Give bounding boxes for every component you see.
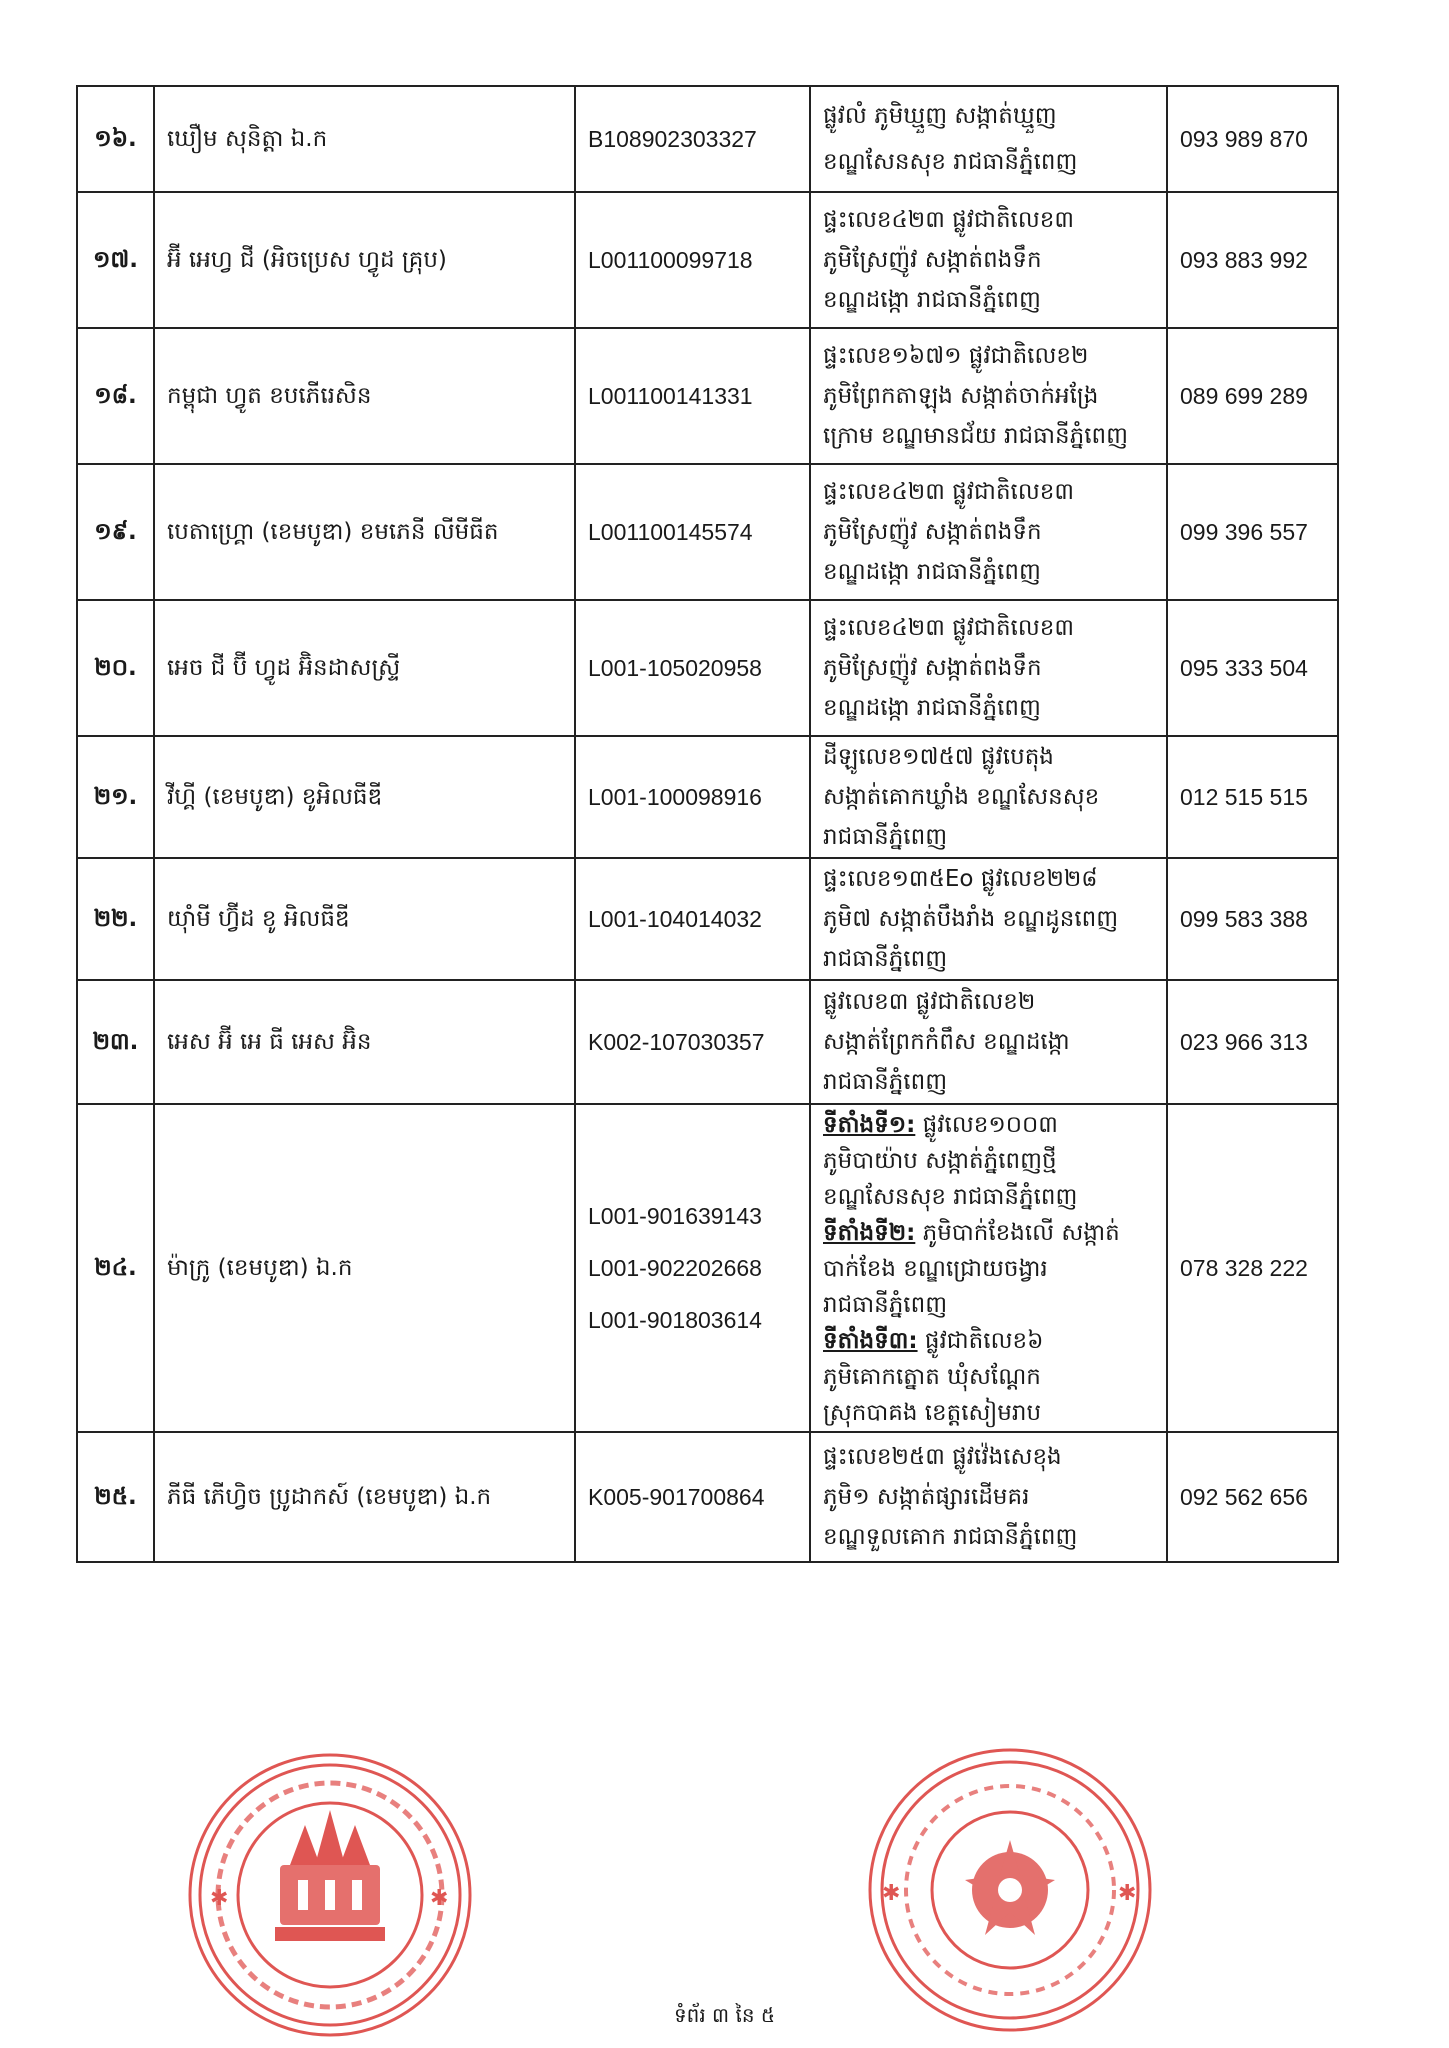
address-cell xyxy=(810,1104,1167,1432)
tax-id: L001100099718 xyxy=(588,247,753,273)
tax-id-cell xyxy=(575,736,810,858)
tax-id-cell xyxy=(575,464,810,600)
tax-id: L001-901803614 xyxy=(588,1307,762,1333)
address-line: ភូមិស្រែញ៉ូវ សង្កាត់ពងទឹក xyxy=(823,519,1042,545)
tax-id-cell xyxy=(575,600,810,736)
row-number: ២៣. xyxy=(77,980,154,1104)
company-name: អ៊ី អេហ្វ ជី (អិចប្រេស ហ្វូដ គ្រុប) xyxy=(154,192,575,328)
company-name: ភីធី ភើហ្វិច ប្រូដាកស៍ (ខេមបូឌា) ឯ.ក xyxy=(154,1432,575,1562)
address-line: ស្រុកបាគង ខេត្តសៀមរាប xyxy=(823,1400,1042,1426)
address-line: ភូមិស្រែញ៉ូវ សង្កាត់ពងទឹក xyxy=(823,247,1042,273)
address-line: ផ្ទះលេខ៤២៣ ផ្លូវជាតិលេខ៣ xyxy=(823,615,1075,641)
tax-id: L001-104014032 xyxy=(588,906,762,932)
svg-text:✱: ✱ xyxy=(882,1881,901,1906)
registration-table xyxy=(76,85,1339,1563)
table-row xyxy=(77,736,1338,858)
address-line: រាជធានីភ្នំពេញ xyxy=(823,946,948,972)
phone-number: 078 328 222 xyxy=(1167,1104,1338,1432)
tax-id: L001100145574 xyxy=(588,519,753,545)
company-name: អេស អ៊ី អេ ធី អេស អ៊ិន xyxy=(154,980,575,1104)
row-number: ១៧. xyxy=(77,192,154,328)
address-line: ផ្ទះលេខ១៦៧១ ផ្លូវជាតិលេខ២ xyxy=(823,343,1089,369)
address-line xyxy=(823,1107,1154,1143)
row-number: ២៤. xyxy=(77,1104,154,1432)
phone-number: 089 699 289 xyxy=(1167,328,1338,464)
row-number: ១៩. xyxy=(77,464,154,600)
address-line: ភូមិព្រែកតាឡុង សង្កាត់ចាក់អង្រែ xyxy=(823,383,1099,409)
tax-id: L001-902202668 xyxy=(588,1255,762,1281)
page-number: ទំព័រ ៣ នៃ ៥ xyxy=(673,2003,776,2027)
company-name: ឃឿម សុនិត្តា ឯ.ក xyxy=(154,86,575,192)
address-line: ភូមិស្រែញ៉ូវ សង្កាត់ពងទឹក xyxy=(823,655,1042,681)
location-label: ទីតាំងទី១: xyxy=(823,1112,916,1138)
row-number: ២៥. xyxy=(77,1432,154,1562)
address-line: ខណ្ឌដង្កោ រាជធានីភ្នំពេញ xyxy=(823,287,1041,313)
address-line: រាជធានីភ្នំពេញ xyxy=(823,1069,948,1095)
table-row xyxy=(77,858,1338,980)
address-line: ផ្ទះលេខ១៣៥Eo ផ្លូវលេខ២២៨ xyxy=(823,866,1098,892)
tax-id: L001-901639143 xyxy=(588,1203,762,1229)
table-row xyxy=(77,1432,1338,1562)
address-line: ភូមិ១ សង្កាត់ផ្សារដើមគរ xyxy=(823,1484,1030,1510)
phone-number: 093 883 992 xyxy=(1167,192,1338,328)
seal-temple-icon xyxy=(275,1810,385,1941)
table-row xyxy=(77,464,1338,600)
company-name: អេច ជី ប៊ី ហ្វូដ អ៊ិនដាសស្ទ្រី xyxy=(154,600,575,736)
address-line xyxy=(823,1215,1154,1251)
official-seal-left xyxy=(180,1745,480,2045)
phone-number: 012 515 515 xyxy=(1167,736,1338,858)
address-line: សង្កាត់គោកឃ្លាំង ខណ្ឌសែនសុខ xyxy=(823,784,1100,810)
phone-number: 023 966 313 xyxy=(1167,980,1338,1104)
company-name: វីហ្គី (ខេមបូឌា) ខូអិលធីឌី xyxy=(154,736,575,858)
tax-id: K005-901700864 xyxy=(588,1484,765,1510)
company-name: កម្ពុជា ហ្វូត ខបភើរេសិន xyxy=(154,328,575,464)
address-line: ភូមិគោកត្នោត ឃុំសណ្តែក xyxy=(823,1364,1041,1390)
address-cell xyxy=(810,192,1167,328)
address-line: ខណ្ឌសែនសុខ រាជធានីភ្នំពេញ xyxy=(823,149,1078,175)
address-line xyxy=(823,1323,1154,1359)
svg-text:✱: ✱ xyxy=(1118,1881,1137,1906)
tax-id-cell xyxy=(575,858,810,980)
company-name: បេតាហ្គ្រោ (ខេមបូឌា) ខមភេនី លីមីធីត xyxy=(154,464,575,600)
address-cell xyxy=(810,858,1167,980)
address-cell xyxy=(810,736,1167,858)
table-row xyxy=(77,328,1338,464)
location-label: ទីតាំងទី២: xyxy=(823,1220,916,1246)
tax-id-cell xyxy=(575,86,810,192)
address-cell xyxy=(810,980,1167,1104)
address-line: ដីឡូលេខ១៧៥៧ ផ្លូវបេតុង xyxy=(823,744,1054,770)
address-line: ក្រោម ខណ្ឌមានជ័យ រាជធានីភ្នំពេញ xyxy=(823,423,1129,449)
address-line: រាជធានីភ្នំពេញ xyxy=(823,824,948,850)
tax-id: L001-100098916 xyxy=(588,784,762,810)
address-line: ភូមិបាយ៉ាប សង្កាត់ភ្នំពេញថ្មី xyxy=(823,1148,1057,1174)
company-name: ម៉ាក្រូ (ខេមបូឌា) ឯ.ក xyxy=(154,1104,575,1432)
address-line: ខណ្ឌសែនសុខ រាជធានីភ្នំពេញ xyxy=(823,1184,1078,1210)
address-line: ខណ្ឌទួលគោក រាជធានីភ្នំពេញ xyxy=(823,1524,1078,1550)
phone-number: 092 562 656 xyxy=(1167,1432,1338,1562)
tax-id: L001-105020958 xyxy=(588,655,762,681)
phone-number: 093 989 870 xyxy=(1167,86,1338,192)
address-text: ភូមិបាក់ខែងលើ សង្កាត់ xyxy=(922,1220,1120,1246)
address-line: ខណ្ឌដង្កោ រាជធានីភ្នំពេញ xyxy=(823,559,1041,585)
address-line: បាក់ខែង ខណ្ឌជ្រោយចង្វារ xyxy=(823,1256,1048,1282)
table-row xyxy=(77,1104,1338,1432)
phone-number: 099 583 388 xyxy=(1167,858,1338,980)
company-name: យ៉ាំមី ហ្វ៊ីដ ខូ អិលធីឌី xyxy=(154,858,575,980)
tax-id: B108902303327 xyxy=(588,126,757,152)
table-body xyxy=(77,86,1338,1562)
row-number: ២០. xyxy=(77,600,154,736)
address-text: ផ្លូវជាតិលេខ៦ xyxy=(924,1328,1044,1354)
tax-id-cell xyxy=(575,980,810,1104)
tax-id: L001100141331 xyxy=(588,383,753,409)
table-row xyxy=(77,980,1338,1104)
address-line: ខណ្ឌដង្កោ រាជធានីភ្នំពេញ xyxy=(823,695,1041,721)
address-line: ផ្លូវលេខ៣ ផ្លូវជាតិលេខ២ xyxy=(823,989,1036,1015)
address-line: ផ្ទះលេខ២៥៣ ផ្លូវវ៉េងសេខុង xyxy=(823,1444,1062,1470)
official-seal-right xyxy=(860,1740,1160,2040)
row-number: ២២. xyxy=(77,858,154,980)
address-cell xyxy=(810,86,1167,192)
address-cell xyxy=(810,328,1167,464)
tax-id-cell xyxy=(575,192,810,328)
table-row xyxy=(77,600,1338,736)
address-cell xyxy=(810,464,1167,600)
table-row xyxy=(77,192,1338,328)
address-line: សង្កាត់ព្រែកកំពឹស ខណ្ឌដង្កោ xyxy=(823,1029,1070,1055)
svg-text:✱: ✱ xyxy=(210,1886,229,1911)
tax-id-cell xyxy=(575,1432,810,1562)
location-label: ទីតាំងទី៣: xyxy=(823,1328,918,1354)
row-number: ២១. xyxy=(77,736,154,858)
address-line: ផ្ទះលេខ៤២៣ ផ្លូវជាតិលេខ៣ xyxy=(823,207,1075,233)
phone-number: 095 333 504 xyxy=(1167,600,1338,736)
tax-id-cell xyxy=(575,1104,810,1432)
tax-id: K002-107030357 xyxy=(588,1029,765,1055)
address-cell xyxy=(810,1432,1167,1562)
address-line: ភូមិ៧ សង្កាត់បឹងរាំង ខណ្ឌដូនពេញ xyxy=(823,906,1119,932)
phone-number: 099 396 557 xyxy=(1167,464,1338,600)
address-line: ផ្លូវលំ ភូមិឃ្មួញ សង្កាត់ឃ្មួញ xyxy=(823,103,1057,129)
row-number: ១៨. xyxy=(77,328,154,464)
address-cell xyxy=(810,600,1167,736)
svg-text:✱: ✱ xyxy=(430,1886,449,1911)
address-text: ផ្លូវលេខ១០០៣ xyxy=(922,1112,1058,1138)
table-row xyxy=(77,86,1338,192)
address-line: រាជធានីភ្នំពេញ xyxy=(823,1292,948,1318)
tax-id-cell xyxy=(575,328,810,464)
row-number: ១៦. xyxy=(77,86,154,192)
address-line: ផ្ទះលេខ៤២៣ ផ្លូវជាតិលេខ៣ xyxy=(823,479,1075,505)
seal-emblem-icon xyxy=(965,1840,1055,1935)
